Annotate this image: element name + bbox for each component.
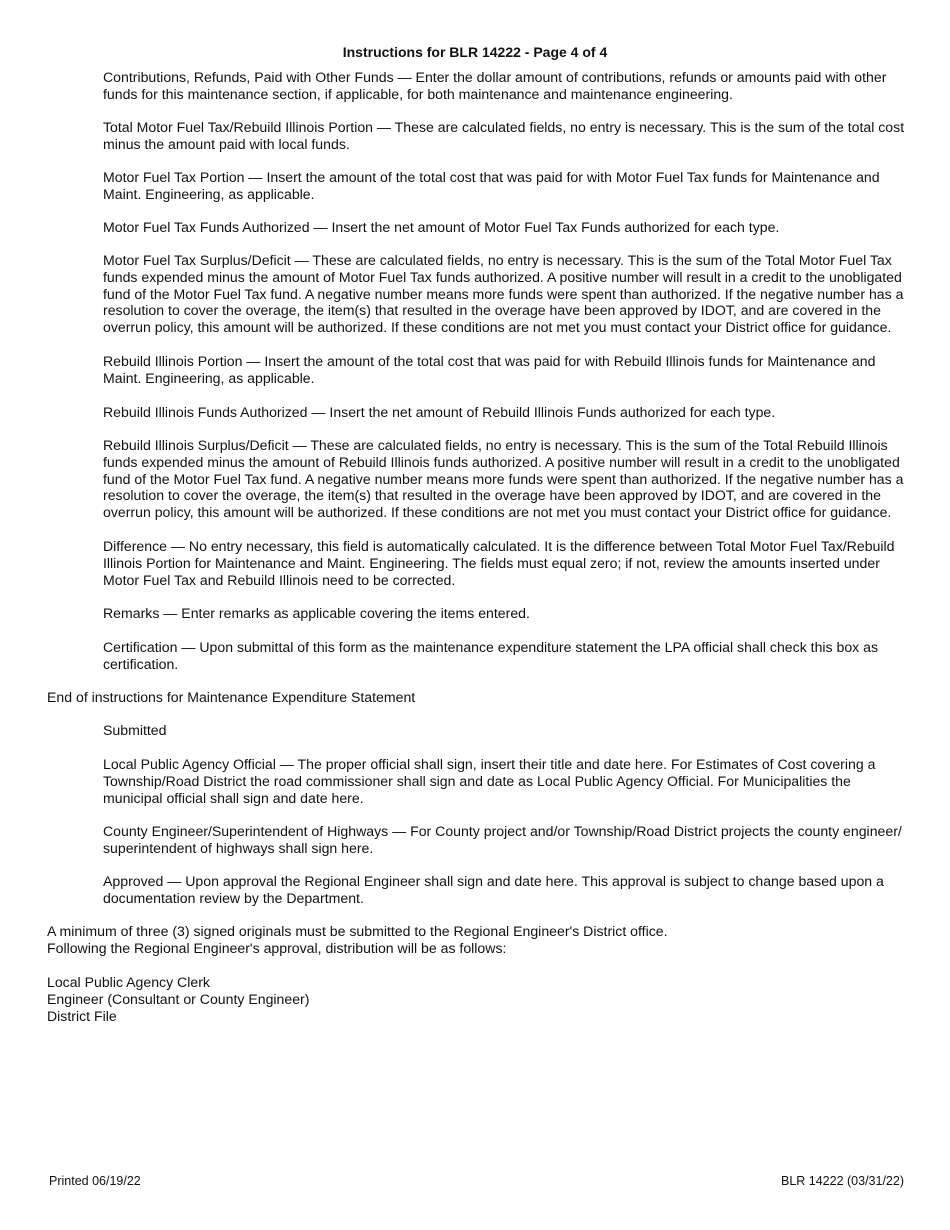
lpa-official-paragraph: Local Public Agency Official — The proper official shall sign, insert their title and date here. For Estimates of Cost covering a Township/Road District the road commissioner shall sign and date as Local Public Agency Official. For Municipalities the municipal official shall sign and date here. [103,756,876,806]
total-mft-rebuild-paragraph: Total Motor Fuel Tax/Rebuild Illinois Portion — These are calculated fields, no entry is necessary. This is the sum of the total cost minus the amount paid with local funds. [103,119,905,152]
certification-paragraph: Certification — Upon submittal of this form as the maintenance expenditure statement the LPA official shall check this box as certification. [103,639,879,672]
distribution-requirement: A minimum of three (3) signed originals must be submitted to the Regional Engineer's District office. [47,923,668,939]
remarks-paragraph: Remarks — Enter remarks as applicable covering the items entered. [103,605,530,621]
end-of-instructions-note: End of instructions for Maintenance Expenditure Statement [47,689,416,705]
mft-surplus-deficit-paragraph: Motor Fuel Tax Surplus/Deficit — These are calculated fields, no entry is necessary. This is the sum of the Total Motor Fuel Tax funds expended minus the amount of Motor Fuel Tax funds authorized. A positive number will result in a credit to the unobligated fund of the Motor Fuel Tax fund. A negative number means more funds were spent than authorized. If the negative number has a resolution to cover the overage, the item(s) that resulted in the overage have been approved by IDOT, and are covered in the overrun policy, this amount will be authorized. If these conditions are not met you must contact your District office for guidance. [103,252,904,336]
rebuild-surplus-deficit-paragraph: Rebuild Illinois Surplus/Deficit — These are calculated fields, no entry is necessary. This is the sum of the Total Rebuild Illinois funds expended minus the amount of Rebuild Illinois funds authorized. A positive number will result in a credit to the unobligated fund of the Motor Fuel Tax fund. A negative number means more funds were spent than authorized. If the negative number has a resolution to cover the overage, the item(s) that resulted in the overage have been approved by IDOT, and are covered in the overrun policy, this amount will be authorized. If these conditions are not met you must contact your District office for guidance. [103,437,904,521]
form-identifier: BLR 14222 (03/31/22) [780,1174,904,1188]
approved-paragraph: Approved — Upon approval the Regional Engineer shall sign and date here. This approval is subject to change based upon a documentation review by the Department. [103,873,884,906]
page-title: Instructions for BLR 14222 - Page 4 of 4 [342,44,608,60]
distribution-item-district-file: District File [47,1008,117,1024]
difference-paragraph: Difference — No entry necessary, this field is automatically calculated. It is the difference between Total Motor Fuel Tax/Rebuild Illinois Portion for Maintenance and Maint. Engineering. The fields must equal zero; if not, review the amounts inserted under Motor Fuel Tax and Rebuild Illinois need to be corrected. [103,538,895,588]
mft-funds-authorized-paragraph: Motor Fuel Tax Funds Authorized — Insert the net amount of Motor Fuel Tax Funds authorized for each type. [103,219,780,235]
county-engineer-paragraph: County Engineer/Superintendent of Highways — For County project and/or Township/Road District projects the county engineer/ superintendent of highways shall sign here. [103,823,902,856]
distribution-item-engineer: Engineer (Consultant or County Engineer) [47,991,310,1007]
distribution-intro: Following the Regional Engineer's approval, distribution will be as follows: [47,940,507,956]
contributions-paragraph: Contributions, Refunds, Paid with Other Funds — Enter the dollar amount of contributions, refunds or amounts paid with other funds for this maintenance section, if applicable, for both maintenance and maintenance engineering. [103,69,887,102]
rebuild-portion-paragraph: Rebuild Illinois Portion — Insert the amount of the total cost that was paid for with Rebuild Illinois funds for Maintenance and Maint. Engineering, as applicable. [103,353,876,386]
rebuild-funds-authorized-paragraph: Rebuild Illinois Funds Authorized — Insert the net amount of Rebuild Illinois Funds authorized for each type. [103,404,776,420]
submitted-heading: Submitted [103,722,167,738]
printed-date: Printed 06/19/22 [49,1174,141,1188]
distribution-item-lpa-clerk: Local Public Agency Clerk [47,974,210,990]
mft-portion-paragraph: Motor Fuel Tax Portion — Insert the amount of the total cost that was paid for with Motor Fuel Tax funds for Maintenance and Maint. Engineering, as applicable. [103,169,880,202]
